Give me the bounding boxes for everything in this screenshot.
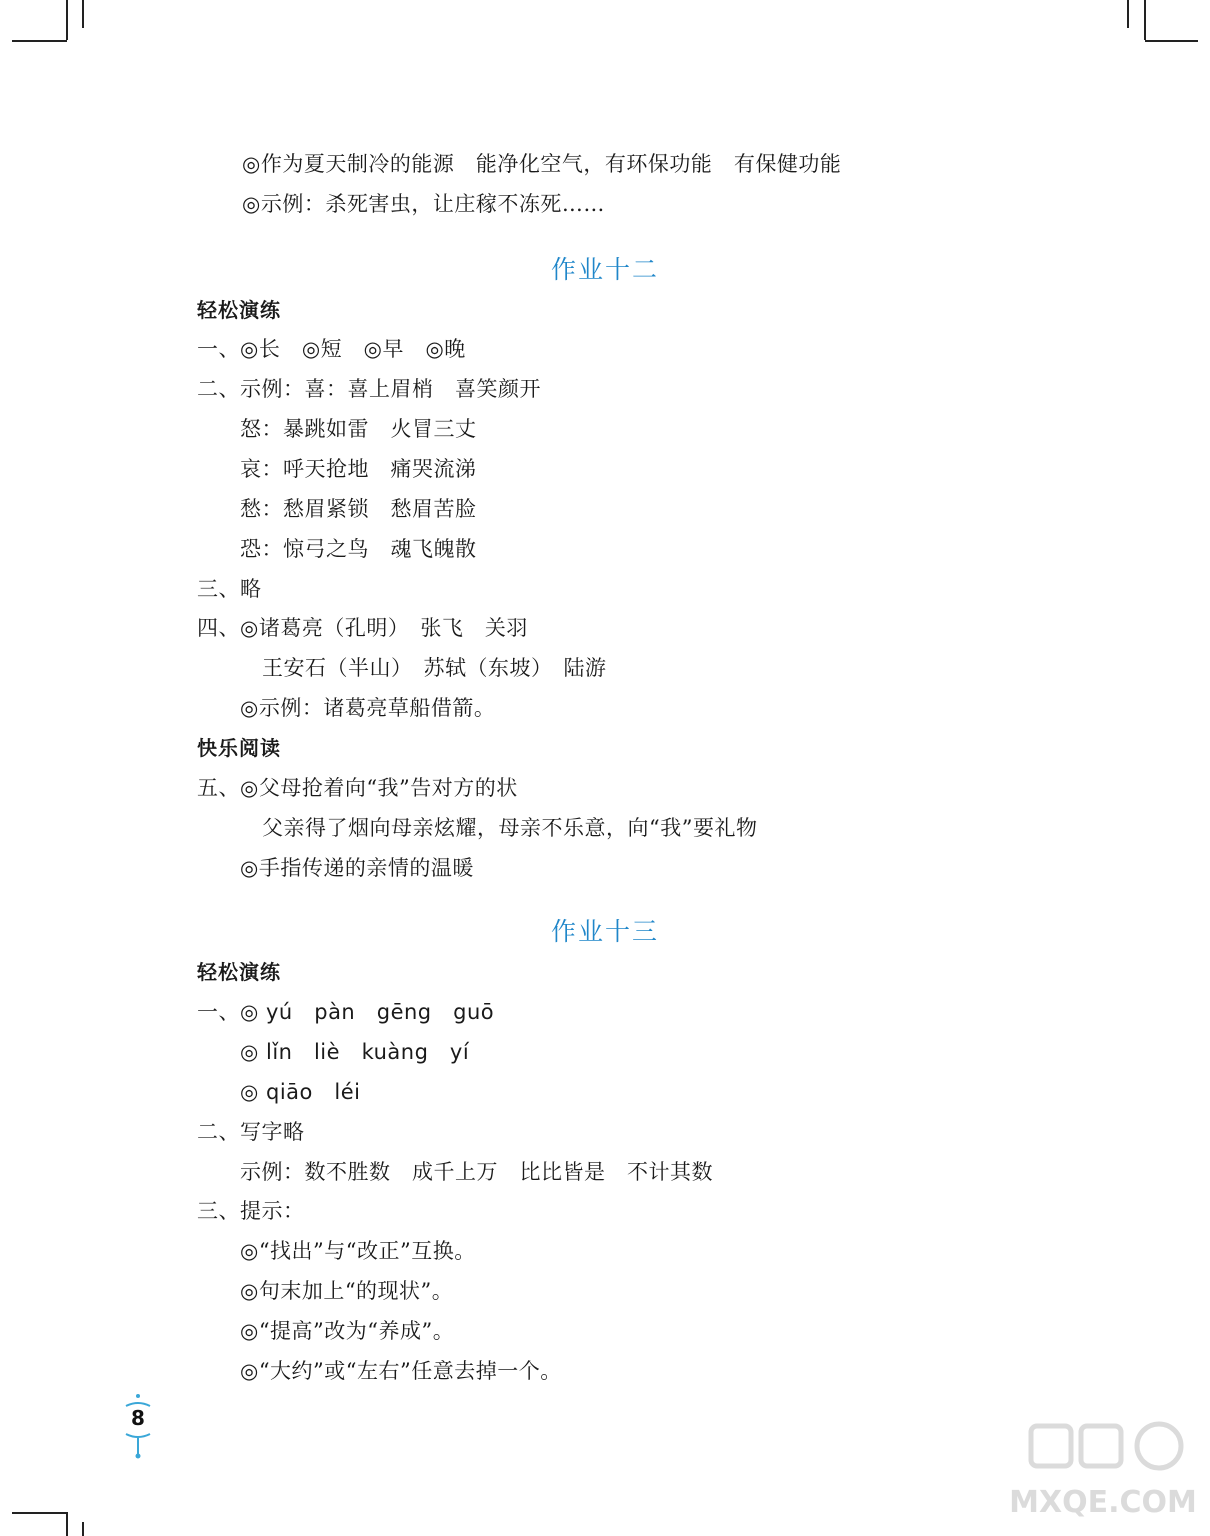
crop-mark-top-left-v bbox=[66, 0, 68, 40]
crop-mark-top-right-v bbox=[1144, 0, 1146, 40]
subsection-heading: 轻松演练 bbox=[197, 298, 281, 322]
page-number: 8 bbox=[131, 1406, 145, 1430]
text-line: ◎“提高”改为“养成”。 bbox=[240, 1319, 455, 1343]
crop-mark-top-right-h bbox=[1145, 40, 1198, 42]
watermark-text: MXQE.COM bbox=[1011, 1485, 1196, 1520]
page-number-ornament bbox=[120, 1392, 156, 1462]
text-line: 二、写字略 bbox=[197, 1120, 305, 1144]
subsection-heading: 轻松演练 bbox=[197, 960, 281, 984]
text-line: 愁：愁眉紧锁 愁眉苦脸 bbox=[240, 497, 477, 521]
pinyin-line: ◎ lǐn liè kuàng yí bbox=[240, 1040, 470, 1064]
section-title: 作业十二 bbox=[550, 255, 659, 284]
text-line: 一、◎长 ◎短 ◎早 ◎晚 bbox=[197, 337, 466, 361]
text-line: ◎作为夏天制冷的能源 能净化空气，有环保功能 有保健功能 bbox=[242, 152, 842, 176]
text-line: ◎句末加上“的现状”。 bbox=[240, 1279, 454, 1303]
watermark-icon bbox=[1011, 1416, 1196, 1526]
text-line: 恐：惊弓之鸟 魂飞魄散 bbox=[240, 537, 477, 561]
pinyin-line: ◎ qiāo léi bbox=[240, 1080, 361, 1104]
text-line: 父亲得了烟向母亲炫耀，母亲不乐意，向“我”要礼物 bbox=[262, 816, 758, 840]
text-line: 王安石（半山） 苏轼（东坡） 陆游 bbox=[262, 656, 607, 680]
text-line: 四、◎诸葛亮（孔明） 张飞 关羽 bbox=[197, 616, 528, 640]
section-title: 作业十三 bbox=[550, 917, 659, 946]
text-line: ◎手指传递的亲情的温暖 bbox=[240, 856, 474, 880]
text-line: 示例：数不胜数 成千上万 比比皆是 不计其数 bbox=[240, 1160, 713, 1184]
text-line: 二、示例：喜：喜上眉梢 喜笑颜开 bbox=[197, 377, 541, 401]
crop-mark-bottom-left-h bbox=[12, 1512, 67, 1514]
crop-mark-top-right-v2 bbox=[1127, 0, 1129, 28]
text-line: 怒：暴跳如雷 火冒三丈 bbox=[240, 417, 477, 441]
text-line: 三、提示： bbox=[197, 1199, 305, 1223]
watermark-logo bbox=[1011, 1416, 1196, 1526]
crop-mark-bottom-left-v2 bbox=[82, 1522, 84, 1536]
subsection-heading: 快乐阅读 bbox=[197, 736, 281, 760]
text-line: 哀：呼天抢地 痛哭流涕 bbox=[240, 457, 477, 481]
crop-mark-top-left-v2 bbox=[82, 0, 84, 28]
text-line: 五、◎父母抢着向“我”告对方的状 bbox=[197, 776, 518, 800]
text-line: ◎示例：诸葛亮草船借箭。 bbox=[240, 696, 496, 720]
crop-mark-top-left-h bbox=[12, 40, 67, 42]
crop-mark-bottom-left-v bbox=[66, 1512, 68, 1536]
text-line: ◎“找出”与“改正”互换。 bbox=[240, 1239, 476, 1263]
text-line: 三、略 bbox=[197, 577, 262, 601]
text-line: ◎示例：杀死害虫，让庄稼不冻死…… bbox=[242, 192, 605, 216]
text-line: ◎“大约”或“左右”任意去掉一个。 bbox=[240, 1359, 562, 1383]
pinyin-line: 一、◎ yú pàn gēng guō bbox=[197, 1000, 495, 1024]
